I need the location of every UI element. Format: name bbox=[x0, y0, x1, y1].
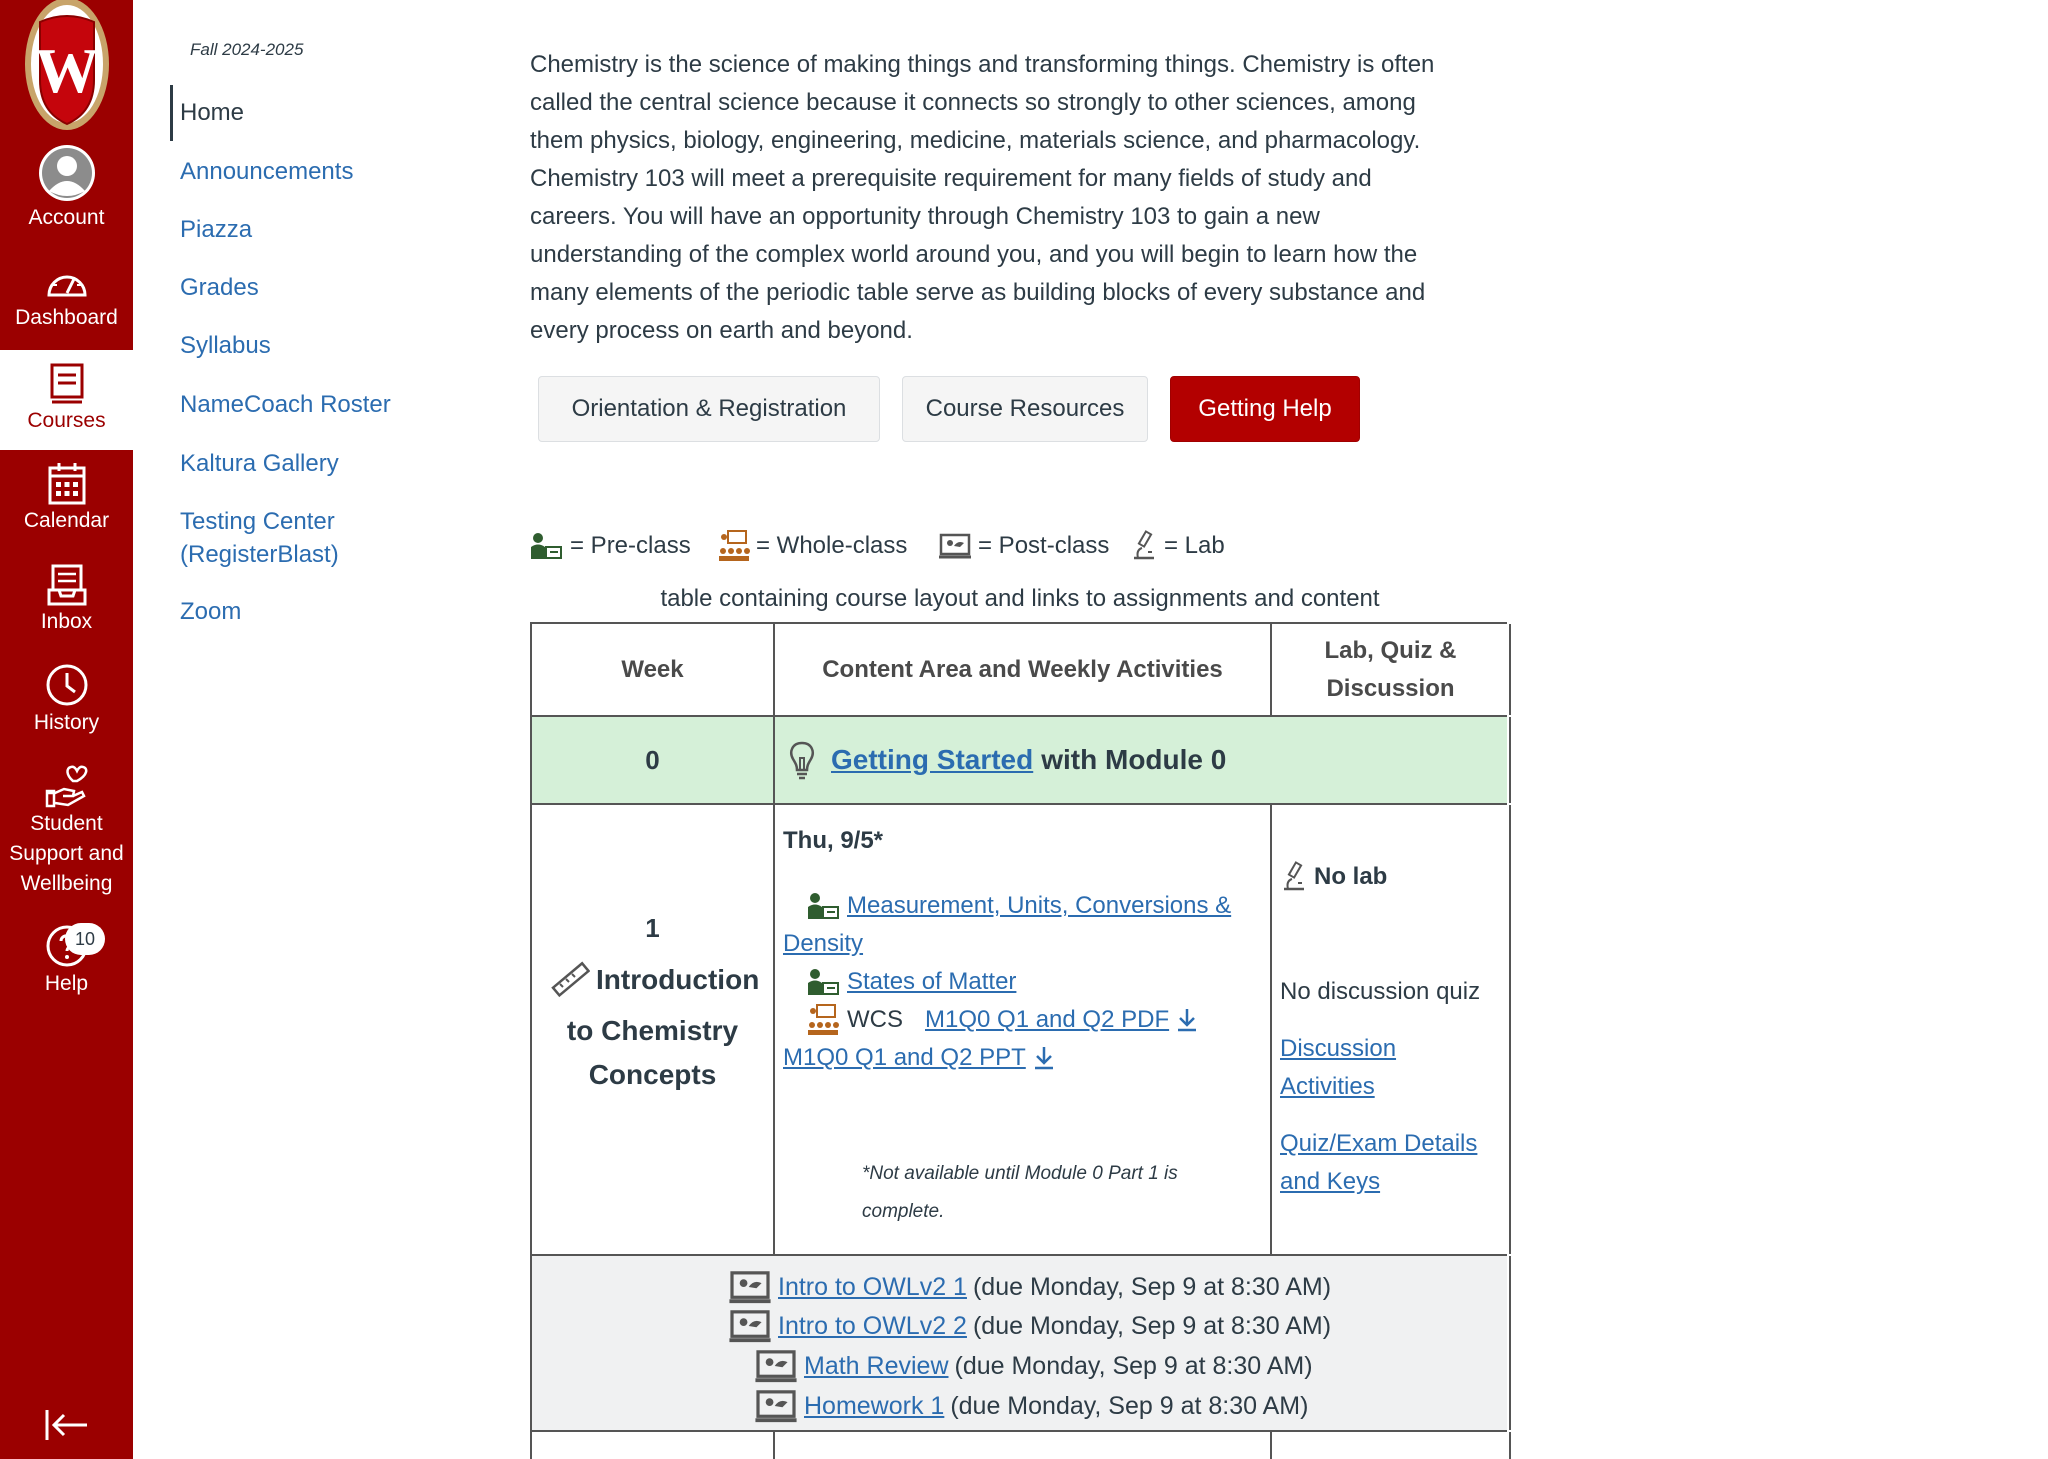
nav-help[interactable]: 10 Help bbox=[0, 923, 133, 999]
week-1-cell bbox=[532, 805, 775, 1254]
header-week: Week bbox=[532, 624, 775, 715]
orientation-registration-button[interactable]: Orientation & Registration bbox=[538, 376, 880, 442]
getting-started-link[interactable]: Getting Started bbox=[831, 744, 1034, 775]
module-0-content: Getting Started with Module 0 bbox=[775, 717, 1511, 803]
course-resources-button[interactable]: Course Resources bbox=[902, 376, 1148, 442]
table-row-module-0 bbox=[532, 717, 1507, 805]
uw-crest-logo[interactable] bbox=[22, 0, 112, 133]
nav-courses[interactable]: Courses bbox=[0, 350, 133, 450]
m1q0-ppt-link[interactable]: M1Q0 Q1 and Q2 PPT bbox=[783, 1044, 1026, 1071]
term-label: Fall 2024-2025 bbox=[190, 40, 304, 59]
inbox-icon bbox=[46, 563, 88, 607]
availability-note: *Not available until Module 0 Part 1 is complete. bbox=[862, 1163, 1178, 1222]
math-review-link[interactable]: Math Review bbox=[804, 1352, 949, 1380]
help-notification-badge: 10 bbox=[65, 923, 105, 955]
nav-student-support[interactable]: Student Support and Wellbeing bbox=[0, 763, 133, 899]
discussion-activities-link[interactable]: Discussion Activities bbox=[1280, 1035, 1397, 1100]
nav-dashboard[interactable]: Dashboard bbox=[0, 263, 133, 333]
no-lab-label: No lab bbox=[1314, 863, 1388, 890]
intro-owlv2-1-link[interactable]: Intro to OWLv2 1 bbox=[778, 1273, 967, 1301]
nav-history[interactable]: History bbox=[0, 662, 133, 738]
week-1-title-line1: Introduction bbox=[596, 964, 760, 995]
ruler-icon bbox=[550, 960, 590, 1000]
header-lab-quiz-discussion: Lab, Quiz & Discussion bbox=[1272, 624, 1511, 715]
nav-inbox[interactable]: Inbox bbox=[0, 563, 133, 637]
post-class-icon bbox=[754, 1348, 798, 1384]
whole-class-icon bbox=[718, 529, 750, 563]
course-nav-grades[interactable]: Grades bbox=[180, 274, 259, 301]
table-row-post-class bbox=[532, 1256, 1507, 1432]
intro-owlv2-2-link[interactable]: Intro to OWLv2 2 bbox=[778, 1312, 967, 1340]
course-nav-announcements[interactable]: Announcements bbox=[180, 158, 354, 185]
course-nav-home[interactable]: Home bbox=[170, 85, 244, 141]
measurement-units-link[interactable]: Measurement, Units, Conversions & bbox=[847, 892, 1232, 919]
download-icon[interactable] bbox=[1175, 1007, 1199, 1033]
courses-icon bbox=[49, 362, 85, 406]
nav-account[interactable]: Account bbox=[0, 143, 133, 233]
pre-class-icon bbox=[807, 967, 841, 997]
table-row-week-1 bbox=[532, 805, 1507, 1256]
week-1-number: 1 bbox=[645, 913, 660, 943]
m1q0-pdf-link[interactable]: M1Q0 Q1 and Q2 PDF bbox=[925, 1006, 1170, 1033]
calendar-icon bbox=[47, 462, 87, 506]
post-class-icon bbox=[754, 1388, 798, 1424]
homework-1-link[interactable]: Homework 1 bbox=[804, 1392, 945, 1420]
week-1-title: to Chemistry Concepts bbox=[566, 1015, 739, 1090]
week-1-lab-cell bbox=[1272, 805, 1511, 1254]
table-caption: table containing course layout and links to assignments and content bbox=[660, 585, 1380, 612]
lab-microscope-icon bbox=[1130, 530, 1158, 562]
history-icon bbox=[44, 662, 90, 708]
week-1-date: Thu, 9/5* bbox=[783, 827, 884, 854]
wcs-label: WCS bbox=[847, 1006, 903, 1033]
post-class-icon bbox=[728, 1308, 772, 1344]
lab-microscope-icon bbox=[1280, 861, 1308, 893]
post-class-icon bbox=[728, 1269, 772, 1305]
header-content: Content Area and Weekly Activities bbox=[775, 624, 1272, 715]
course-nav-namecoach-roster[interactable]: NameCoach Roster bbox=[180, 391, 391, 418]
course-intro-paragraph: Chemistry is the science of making things and transforming things. Chemistry is often called the central science because it connects so strongly to other sciences, among them physics, biology, engineering, medicine, materials science, and pharmacology. Chemistry 103 will meet a prerequisite requirement for many fields of study and careers. You will have an opportunity through Chemistry 103 to gain a new understanding of the complex world around you, and you will begin to learn how the many elements of the periodic table serve as building blocks of every substance and every process on earth and beyond. bbox=[530, 51, 1435, 344]
list-item: Intro to OWLv2 1 (due Monday, Sep 9 at 8:30 AM) bbox=[728, 1268, 1331, 1306]
pre-class-icon bbox=[530, 531, 564, 561]
student-support-icon bbox=[44, 763, 90, 809]
download-icon[interactable] bbox=[1032, 1045, 1056, 1071]
course-nav-zoom[interactable]: Zoom bbox=[180, 598, 242, 625]
week-0-number: 0 bbox=[532, 717, 775, 803]
course-nav-testing-center[interactable]: Testing Center (RegisterBlast) bbox=[180, 508, 339, 568]
collapse-nav-button[interactable] bbox=[44, 1405, 90, 1445]
pre-class-icon bbox=[807, 891, 841, 921]
measurement-units-link-cont[interactable]: Density bbox=[783, 930, 864, 957]
dashboard-icon bbox=[44, 263, 90, 303]
nav-calendar[interactable]: Calendar bbox=[0, 462, 133, 536]
course-nav-piazza[interactable]: Piazza bbox=[180, 216, 253, 243]
week-1-content-cell bbox=[775, 805, 1272, 1254]
list-item: Intro to OWLv2 2 (due Monday, Sep 9 at 8:30 AM) bbox=[728, 1307, 1331, 1345]
getting-help-button[interactable]: Getting Help bbox=[1170, 376, 1360, 442]
no-discussion-quiz-label: No discussion quiz bbox=[1280, 978, 1481, 1005]
global-navigation bbox=[0, 0, 133, 1459]
post-class-icon bbox=[938, 532, 972, 560]
account-icon bbox=[37, 143, 97, 203]
table-header-row bbox=[532, 624, 1507, 717]
states-of-matter-link[interactable]: States of Matter bbox=[847, 968, 1017, 995]
post-class-assignments bbox=[532, 1256, 1511, 1430]
course-layout-table bbox=[530, 622, 1507, 1459]
whole-class-icon bbox=[807, 1003, 839, 1037]
quiz-exam-details-link[interactable]: Quiz/Exam Details and Keys bbox=[1280, 1130, 1478, 1195]
list-item: Homework 1 (due Monday, Sep 9 at 8:30 AM) bbox=[754, 1387, 1308, 1425]
collapse-arrow-icon bbox=[44, 1405, 90, 1445]
course-nav-kaltura-gallery[interactable]: Kaltura Gallery bbox=[180, 450, 339, 477]
lightbulb-icon bbox=[787, 740, 817, 780]
svg-text:W: W bbox=[35, 35, 99, 106]
table-row-week-2 bbox=[532, 1432, 1507, 1459]
course-nav-syllabus[interactable]: Syllabus bbox=[180, 332, 271, 359]
list-item: Math Review (due Monday, Sep 9 at 8:30 AM) bbox=[754, 1347, 1313, 1385]
